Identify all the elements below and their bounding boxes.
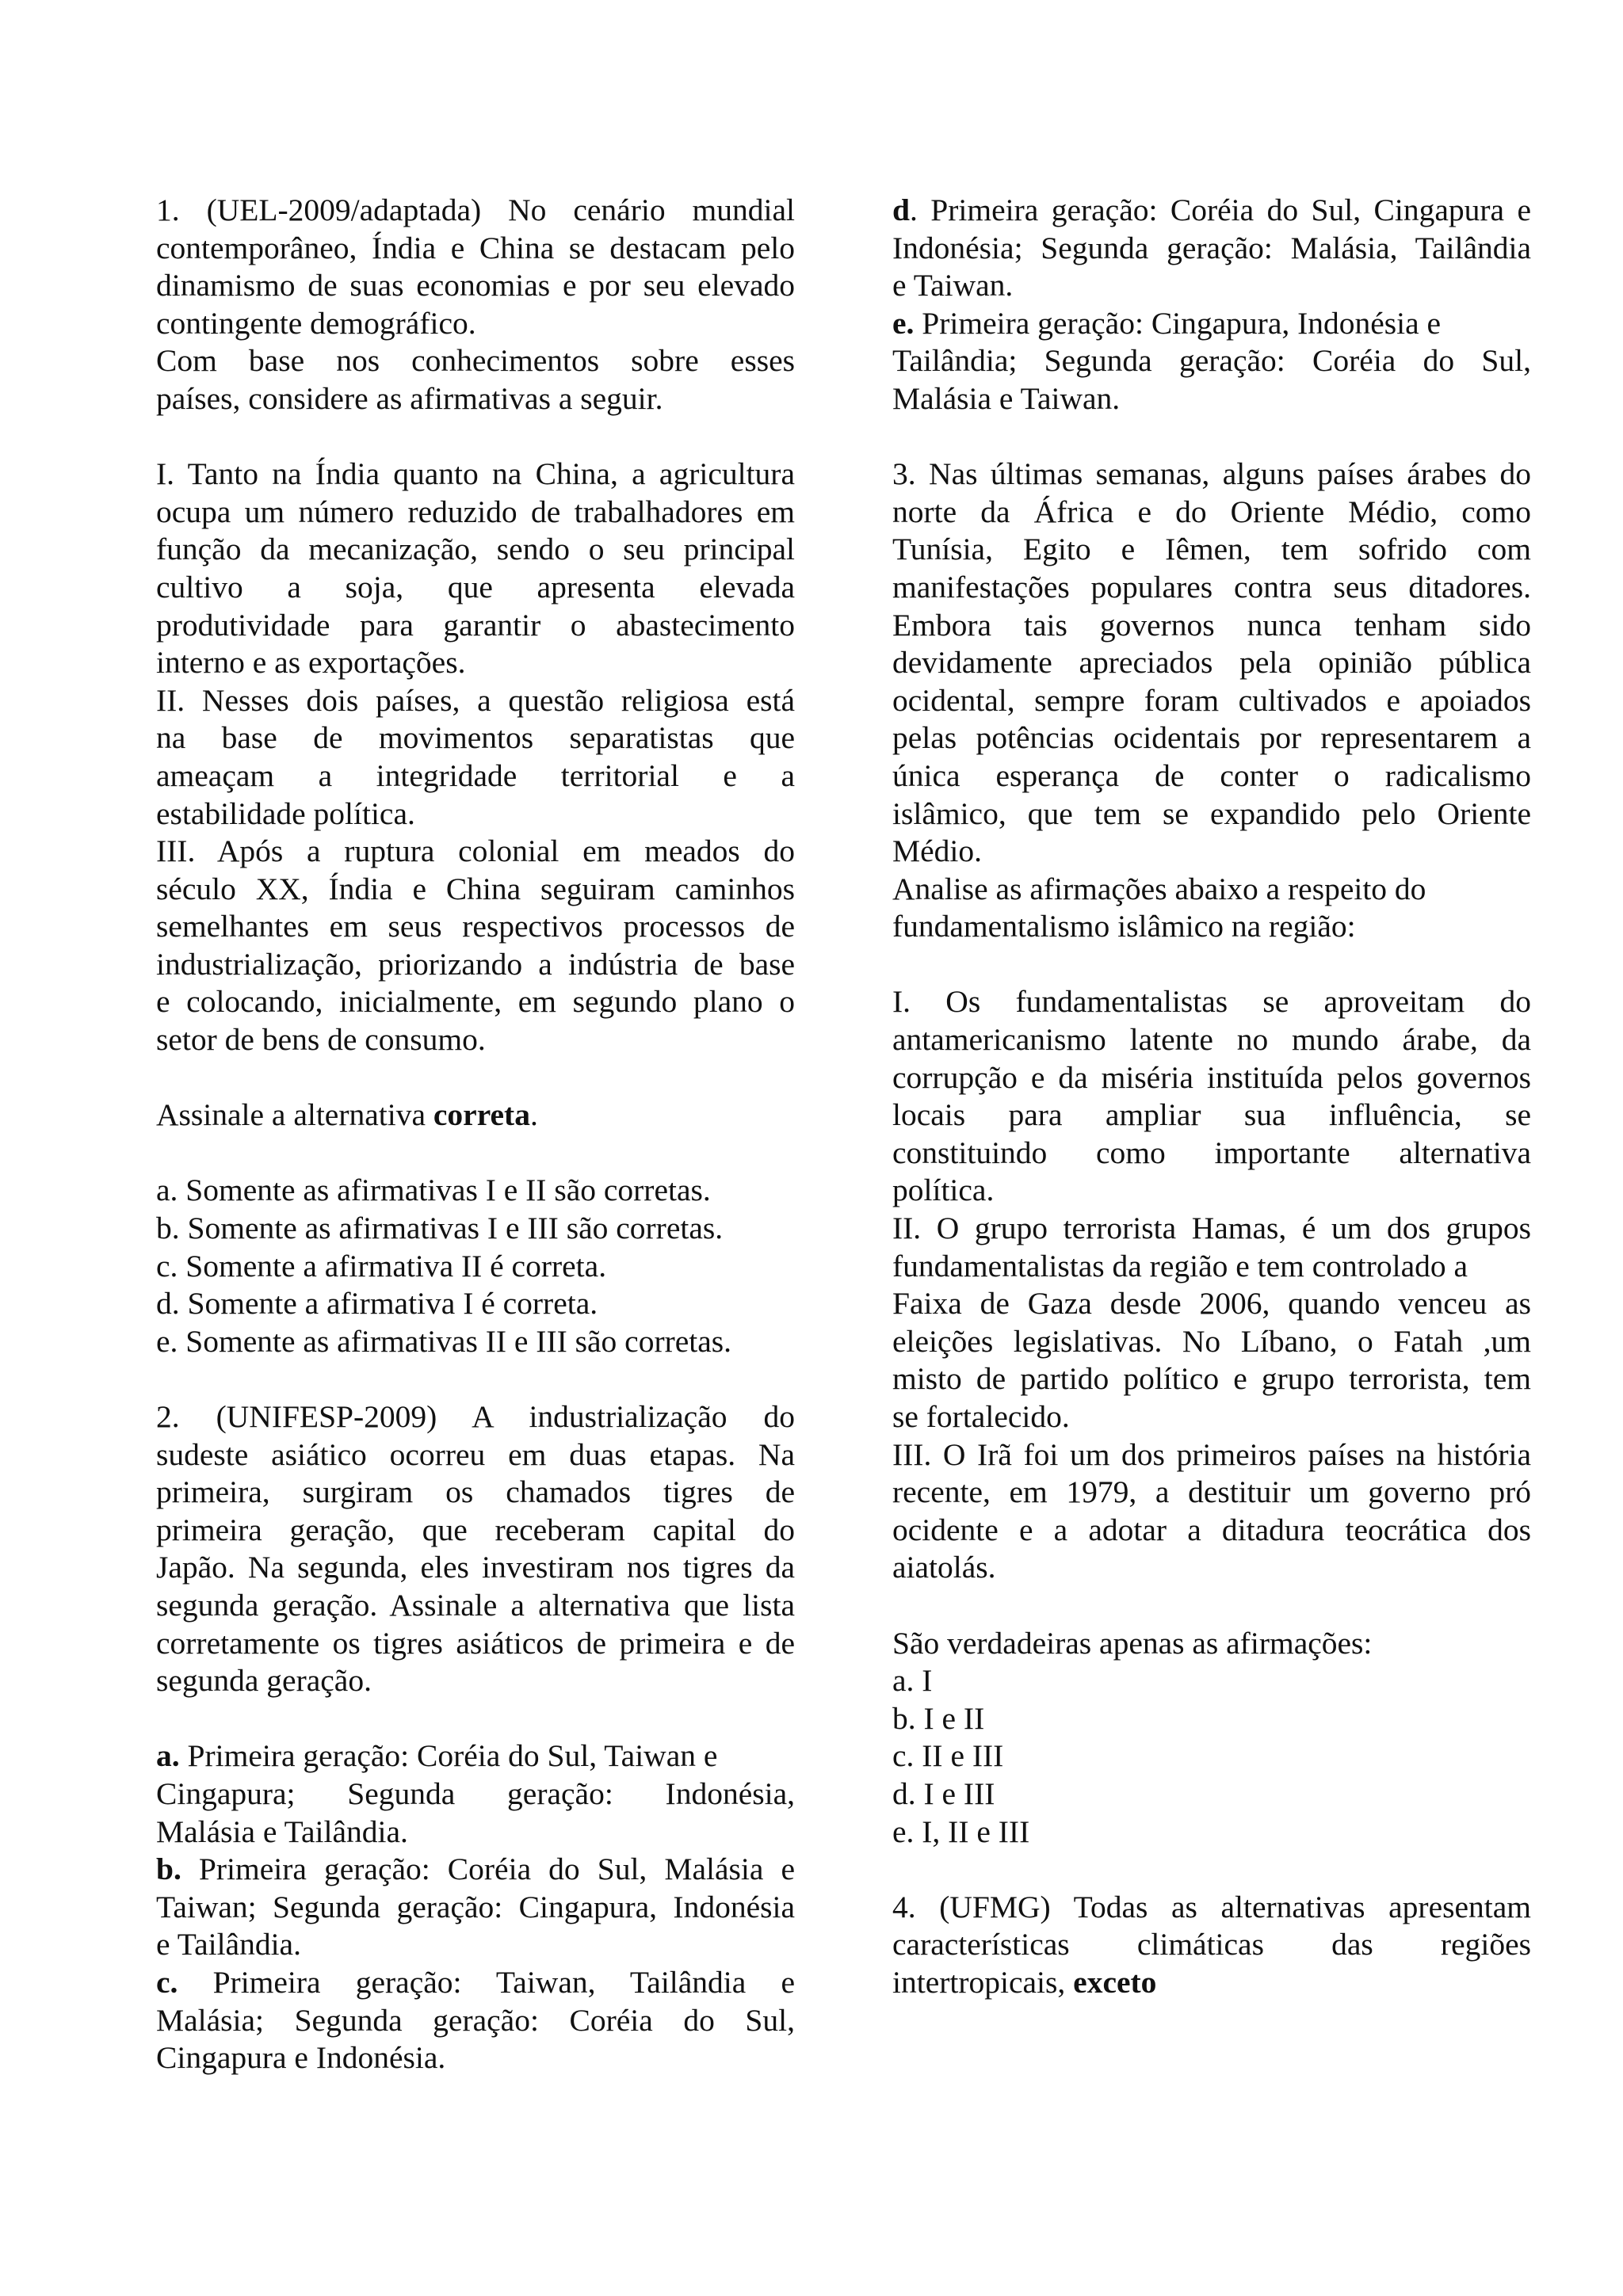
text-line: islâmico, que tem se expandido pelo Oriente xyxy=(892,795,1531,831)
option-e: e. Somente as afirmativas II e III são corretas. xyxy=(156,1323,732,1359)
instruction-emphasis: correta xyxy=(433,1097,530,1133)
text-line: estabilidade política. xyxy=(156,795,415,831)
question-2-option-d xyxy=(892,192,1531,305)
text-line: pelas potências ocidentais por representarem a xyxy=(892,720,1531,756)
text-line: devidamente apreciados pela opinião pública xyxy=(892,645,1531,681)
text-line xyxy=(892,1964,1531,2002)
option-b: b. Somente as afirmativas I e III são corretas. xyxy=(156,1211,724,1246)
text-line: recente, em 1979, a destituir um governo pró xyxy=(892,1474,1531,1510)
text-line: Malásia e Tailândia. xyxy=(156,1814,408,1849)
text-line: Malásia; Segunda geração: Coréia do Sul, xyxy=(156,2002,795,2038)
question-2-option-c xyxy=(156,1964,795,2077)
text-line: setor de bens de consumo. xyxy=(156,1022,486,1058)
question-3-statements xyxy=(892,983,1531,1587)
text-line: locais para ampliar sua influência, se xyxy=(892,1097,1531,1133)
option-c: c. II e III xyxy=(892,1738,1004,1774)
question-1-instruction xyxy=(156,1097,795,1135)
text-line: Com base nos conhecimentos sobre esses xyxy=(156,343,795,379)
option-a: a. Somente as afirmativas I e II são corretas. xyxy=(156,1173,711,1208)
right-column xyxy=(892,192,1531,2002)
text-line: eleições legislativas. No Líbano, o Fatah ,um xyxy=(892,1323,1531,1359)
question-3-prompt: São verdadeiras apenas as afirmações: xyxy=(892,1625,1373,1661)
text-line: ocidente e a adotar a ditadura teocrática dos xyxy=(892,1512,1531,1547)
text-line xyxy=(892,192,1531,230)
text-line: Malásia e Taiwan. xyxy=(892,380,1121,416)
question-2-option-a xyxy=(156,1737,795,1851)
instruction-text: Assinale a alternativa xyxy=(156,1097,433,1133)
text-line: Tunísia, Egito e Iêmen, tem sofrido com xyxy=(892,532,1531,567)
text-line: corretamente os tigres asiáticos de primeira e de xyxy=(156,1625,795,1661)
text-line: contemporâneo, Índia e China se destacam pelo xyxy=(156,230,795,265)
text-line: manifestações populares contra seus ditadores. xyxy=(892,569,1531,605)
text-line: dinamismo de suas economias e por seu elevado xyxy=(156,268,795,303)
text-line: fundamentalismo islâmico na região: xyxy=(892,909,1356,944)
text-line: Cingapura e Indonésia. xyxy=(156,2040,446,2076)
text-line: Taiwan; Segunda geração: Cingapura, Indonésia xyxy=(156,1889,795,1924)
text-line: industrialização, priorizando a indústria de base xyxy=(156,946,795,982)
option-d: d. I e III xyxy=(892,1775,995,1811)
text-line xyxy=(892,305,1531,343)
text-line: interno e as exportações. xyxy=(156,645,466,681)
option-label: e. xyxy=(892,305,915,341)
text-line: I. Tanto na Índia quanto na China, a agricultura xyxy=(156,456,795,492)
instruction-punctuation: . xyxy=(529,1097,538,1133)
text-line: antamericanismo latente no mundo árabe, da xyxy=(892,1022,1531,1058)
text-line: Cingapura; Segunda geração: Indonésia, xyxy=(156,1775,795,1811)
text-line: Japão. Na segunda, eles investiram nos tigres da xyxy=(156,1550,795,1585)
text-line: ocidental, sempre foram cultivados e apoiados xyxy=(892,682,1531,718)
text-line: 1. (UEL-2009/adaptada) No cenário mundial xyxy=(156,193,795,227)
text-line: ocupa um número reduzido de trabalhadores em xyxy=(156,494,795,529)
text-line: constituindo como importante alternativa xyxy=(892,1135,1531,1170)
text-line: Analise as afirmações abaixo a respeito do xyxy=(892,871,1426,906)
question-1 xyxy=(156,192,795,1360)
text-line: se fortalecido. xyxy=(892,1399,1070,1434)
text-line: primeira geração, que receberam capital do xyxy=(156,1512,795,1547)
text-line: semelhantes em seus respectivos processos de xyxy=(156,909,795,944)
question-3-intro xyxy=(892,456,1531,946)
question-text: intertropicais, xyxy=(892,1964,1074,2000)
text-line xyxy=(156,1964,795,2002)
text-line: II. O grupo terrorista Hamas, é um dos grupos xyxy=(892,1211,1531,1246)
text-line: Embora tais governos nunca tenham sido xyxy=(892,607,1531,643)
option-label: d xyxy=(892,193,910,227)
option-text: Primeira geração: Cingapura, Indonésia e xyxy=(914,305,1442,341)
text-line: produtividade para garantir o abastecimento xyxy=(156,607,795,643)
question-4 xyxy=(892,1889,1531,2002)
text-line: e Tailândia. xyxy=(156,1927,301,1962)
text-line: 4. (UFMG) Todas as alternativas apresentam xyxy=(892,1889,1531,1924)
text-line: características climáticas das regiões xyxy=(892,1927,1531,1962)
text-line: 3. Nas últimas semanas, alguns países árabes do xyxy=(892,456,1531,492)
text-line: 2. (UNIFESP-2009) A industrialização do xyxy=(156,1399,795,1434)
text-line xyxy=(156,1851,795,1889)
option-text: . Primeira geração: Coréia do Sul, Cingapura e xyxy=(909,193,1531,227)
text-line xyxy=(156,1737,795,1775)
question-2-intro xyxy=(156,1398,795,1700)
left-column xyxy=(156,192,795,2077)
question-1-statements xyxy=(156,456,795,1059)
option-e: e. I, II e III xyxy=(892,1814,1030,1849)
question-1-options xyxy=(156,1172,795,1360)
text-line: Indonésia; Segunda geração: Malásia, Tailândia xyxy=(892,230,1531,265)
option-a: a. I xyxy=(892,1663,933,1699)
text-line: I. Os fundamentalistas se aproveitam do xyxy=(892,984,1531,1020)
question-3 xyxy=(892,456,1531,1851)
text-line: II. Nesses dois países, a questão religiosa está xyxy=(156,682,795,718)
option-label: a. xyxy=(156,1738,180,1774)
question-1-intro xyxy=(156,192,795,418)
text-line: países, considere as afirmativas a seguir. xyxy=(156,380,663,416)
option-label: c. xyxy=(156,1964,178,2000)
text-line: função da mecanização, sendo o seu principal xyxy=(156,532,795,567)
text-line: contingente demográfico. xyxy=(156,305,476,341)
text-line: ameaçam a integridade territorial e a xyxy=(156,757,795,793)
text-line: fundamentalistas da região e tem controlado a xyxy=(892,1248,1468,1283)
text-line: sudeste asiático ocorreu em duas etapas. Na xyxy=(156,1436,795,1472)
option-text: Primeira geração: Taiwan, Tailândia e xyxy=(178,1964,795,2000)
question-2 xyxy=(156,1398,795,2077)
text-line: política. xyxy=(892,1173,995,1208)
text-line: segunda geração. Assinale a alternativa que lista xyxy=(156,1587,795,1623)
question-2-option-e xyxy=(892,305,1531,418)
text-line: aiatolás. xyxy=(892,1550,996,1585)
option-text: Primeira geração: Coréia do Sul, Malásia e xyxy=(181,1852,795,1887)
option-label: b. xyxy=(156,1852,181,1887)
text-line: Tailândia; Segunda geração: Coréia do Sul, xyxy=(892,343,1531,379)
question-emphasis: exceto xyxy=(1073,1964,1157,2000)
text-line: Médio. xyxy=(892,833,983,869)
text-line: misto de partido político e grupo terrorista, tem xyxy=(892,1361,1531,1397)
text-line: única esperança de conter o radicalismo xyxy=(892,757,1531,793)
text-line: na base de movimentos separatistas que xyxy=(156,720,795,756)
option-b: b. I e II xyxy=(892,1700,985,1736)
question-2-option-b xyxy=(156,1851,795,1964)
option-c: c. Somente a afirmativa II é correta. xyxy=(156,1248,607,1283)
question-3-options xyxy=(892,1662,1531,1851)
question-2-continued xyxy=(892,192,1531,418)
text-line: segunda geração. xyxy=(156,1663,372,1699)
text-line: Faixa de Gaza desde 2006, quando venceu as xyxy=(892,1286,1531,1322)
option-text: Primeira geração: Coréia do Sul, Taiwan e xyxy=(179,1738,718,1774)
text-line: cultivo a soja, que apresenta elevada xyxy=(156,569,795,605)
text-line: primeira, surgiram os chamados tigres de xyxy=(156,1474,795,1510)
text-line: e Taiwan. xyxy=(892,268,1014,303)
text-line: III. Após a ruptura colonial em meados do xyxy=(156,833,795,869)
text-line: corrupção e da miséria instituída pelos governos xyxy=(892,1059,1531,1095)
text-line: século XX, Índia e China seguiram caminhos xyxy=(156,871,795,906)
text-line: e colocando, inicialmente, em segundo plano o xyxy=(156,984,795,1020)
option-d: d. Somente a afirmativa I é correta. xyxy=(156,1286,598,1322)
text-line: norte da África e do Oriente Médio, como xyxy=(892,494,1531,529)
text-line: III. O Irã foi um dos primeiros países na história xyxy=(892,1436,1531,1472)
